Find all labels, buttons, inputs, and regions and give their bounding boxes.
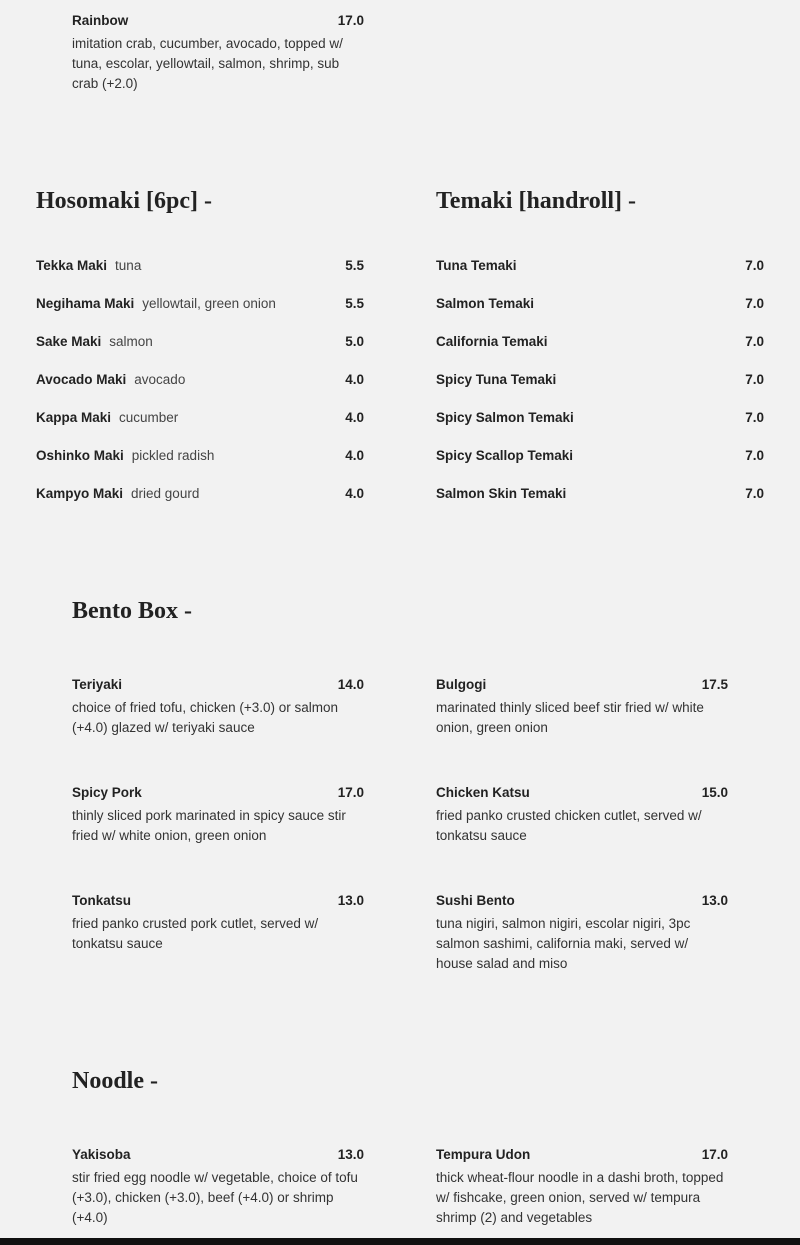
- item-note: pickled radish: [131, 448, 215, 463]
- menu-item-rainbow: [72, 12, 364, 94]
- item-name: Oshinko Maki: [36, 448, 124, 463]
- section-title-temaki: Temaki [handroll] -: [436, 188, 637, 214]
- item-name: Kappa Maki: [36, 410, 112, 425]
- item-name: Sushi Bento: [436, 893, 515, 908]
- item-description: marinated thinly sliced beef stir fried w/ white onion, green onion: [436, 700, 704, 735]
- list-item: [36, 485, 364, 503]
- item-description: fried panko crusted pork cutlet, served w/ tonkatsu sauce: [72, 916, 319, 951]
- item-name: Spicy Tuna Temaki: [436, 372, 557, 387]
- item-price: 15.0: [701, 785, 728, 800]
- list-item: [36, 295, 364, 313]
- item-name: Negihama Maki: [36, 296, 135, 311]
- item-price: 7.0: [745, 410, 764, 425]
- item-name: Tonkatsu: [72, 893, 132, 908]
- section-title-noodle: Noodle -: [72, 1068, 158, 1094]
- item-note: salmon: [109, 334, 153, 349]
- item-name: Tekka Maki: [36, 258, 108, 273]
- item-name: Spicy Salmon Temaki: [436, 410, 574, 425]
- item-description: thinly sliced pork marinated in spicy sauce stir fried w/ white onion, green onion: [72, 808, 346, 843]
- item-price: 14.0: [337, 677, 364, 692]
- menu-item: [436, 676, 728, 738]
- section-title-hosomaki: Hosomaki [6pc] -: [36, 188, 212, 214]
- item-description: choice of fried tofu, chicken (+3.0) or salmon (+4.0) glazed w/ teriyaki sauce: [72, 700, 339, 735]
- section-title-bento: Bento Box -: [72, 598, 192, 624]
- item-description: fried panko crusted chicken cutlet, served w/ tonkatsu sauce: [436, 808, 702, 843]
- list-item: [36, 333, 364, 351]
- item-price: 13.0: [337, 1147, 364, 1162]
- item-name: Yakisoba: [72, 1147, 131, 1162]
- item-description: thick wheat-flour noodle in a dashi broth, topped w/ fishcake, green onion, served w/ tempura shrimp (2) and vegetables: [436, 1170, 724, 1225]
- item-note: dried gourd: [131, 486, 200, 501]
- item-price: 17.0: [337, 13, 364, 28]
- item-name: California Temaki: [436, 334, 548, 349]
- item-price: 5.0: [345, 334, 364, 349]
- item-price: 7.0: [745, 258, 764, 273]
- item-price: 17.5: [701, 677, 728, 692]
- item-price: 4.0: [345, 410, 364, 425]
- item-description: stir fried egg noodle w/ vegetable, choice of tofu (+3.0), chicken (+3.0), beef (+4.0) or shrimp (+4.0): [72, 1170, 358, 1225]
- item-name: Salmon Temaki: [436, 296, 535, 311]
- item-price: 4.0: [345, 486, 364, 501]
- item-name: Teriyaki: [72, 677, 123, 692]
- menu-item: [436, 1146, 728, 1228]
- item-price: 7.0: [745, 486, 764, 501]
- list-item: [436, 257, 764, 275]
- item-name: Sake Maki: [36, 334, 102, 349]
- item-price: 7.0: [745, 448, 764, 463]
- list-item: [36, 371, 364, 389]
- bottom-bar: [0, 1238, 800, 1245]
- item-price: 13.0: [337, 893, 364, 908]
- item-price: 4.0: [345, 448, 364, 463]
- item-name: Avocado Maki: [36, 372, 127, 387]
- list-item: [436, 333, 764, 351]
- item-name: Spicy Scallop Temaki: [436, 448, 574, 463]
- list-item: [436, 371, 764, 389]
- list-item: [36, 409, 364, 427]
- menu-item: [72, 676, 364, 738]
- item-name: Rainbow: [72, 13, 129, 28]
- item-price: 4.0: [345, 372, 364, 387]
- item-note: cucumber: [119, 410, 179, 425]
- list-item: [436, 409, 764, 427]
- item-description: imitation crab, cucumber, avocado, topped w/ tuna, escolar, yellowtail, salmon, shrimp, sub crab (+2.0): [72, 36, 343, 91]
- menu-item: [436, 784, 728, 846]
- menu-item: [72, 784, 364, 846]
- item-name: Chicken Katsu: [436, 785, 530, 800]
- list-item: [36, 447, 364, 465]
- list-item: [436, 447, 764, 465]
- item-price: 17.0: [701, 1147, 728, 1162]
- item-price: 7.0: [745, 372, 764, 387]
- item-price: 17.0: [337, 785, 364, 800]
- item-price: 7.0: [745, 334, 764, 349]
- item-note: tuna: [115, 258, 142, 273]
- list-item: [436, 295, 764, 313]
- item-note: avocado: [134, 372, 186, 387]
- item-name: Bulgogi: [436, 677, 487, 692]
- menu-item: [72, 1146, 364, 1228]
- menu-item: [72, 892, 364, 954]
- item-note: yellowtail, green onion: [142, 296, 276, 311]
- item-name: Spicy Pork: [72, 785, 142, 800]
- list-item: [36, 257, 364, 275]
- item-name: Tempura Udon: [436, 1147, 531, 1162]
- item-price: 5.5: [345, 258, 364, 273]
- item-name: Salmon Skin Temaki: [436, 486, 567, 501]
- menu-item: [436, 892, 728, 974]
- item-price: 7.0: [745, 296, 764, 311]
- item-description: tuna nigiri, salmon nigiri, escolar nigiri, 3pc salmon sashimi, california maki, served w/ house salad and miso: [436, 916, 691, 971]
- item-name: Kampyo Maki: [36, 486, 124, 501]
- item-price: 5.5: [345, 296, 364, 311]
- item-price: 13.0: [701, 893, 728, 908]
- list-item: [436, 485, 764, 503]
- item-name: Tuna Temaki: [436, 258, 517, 273]
